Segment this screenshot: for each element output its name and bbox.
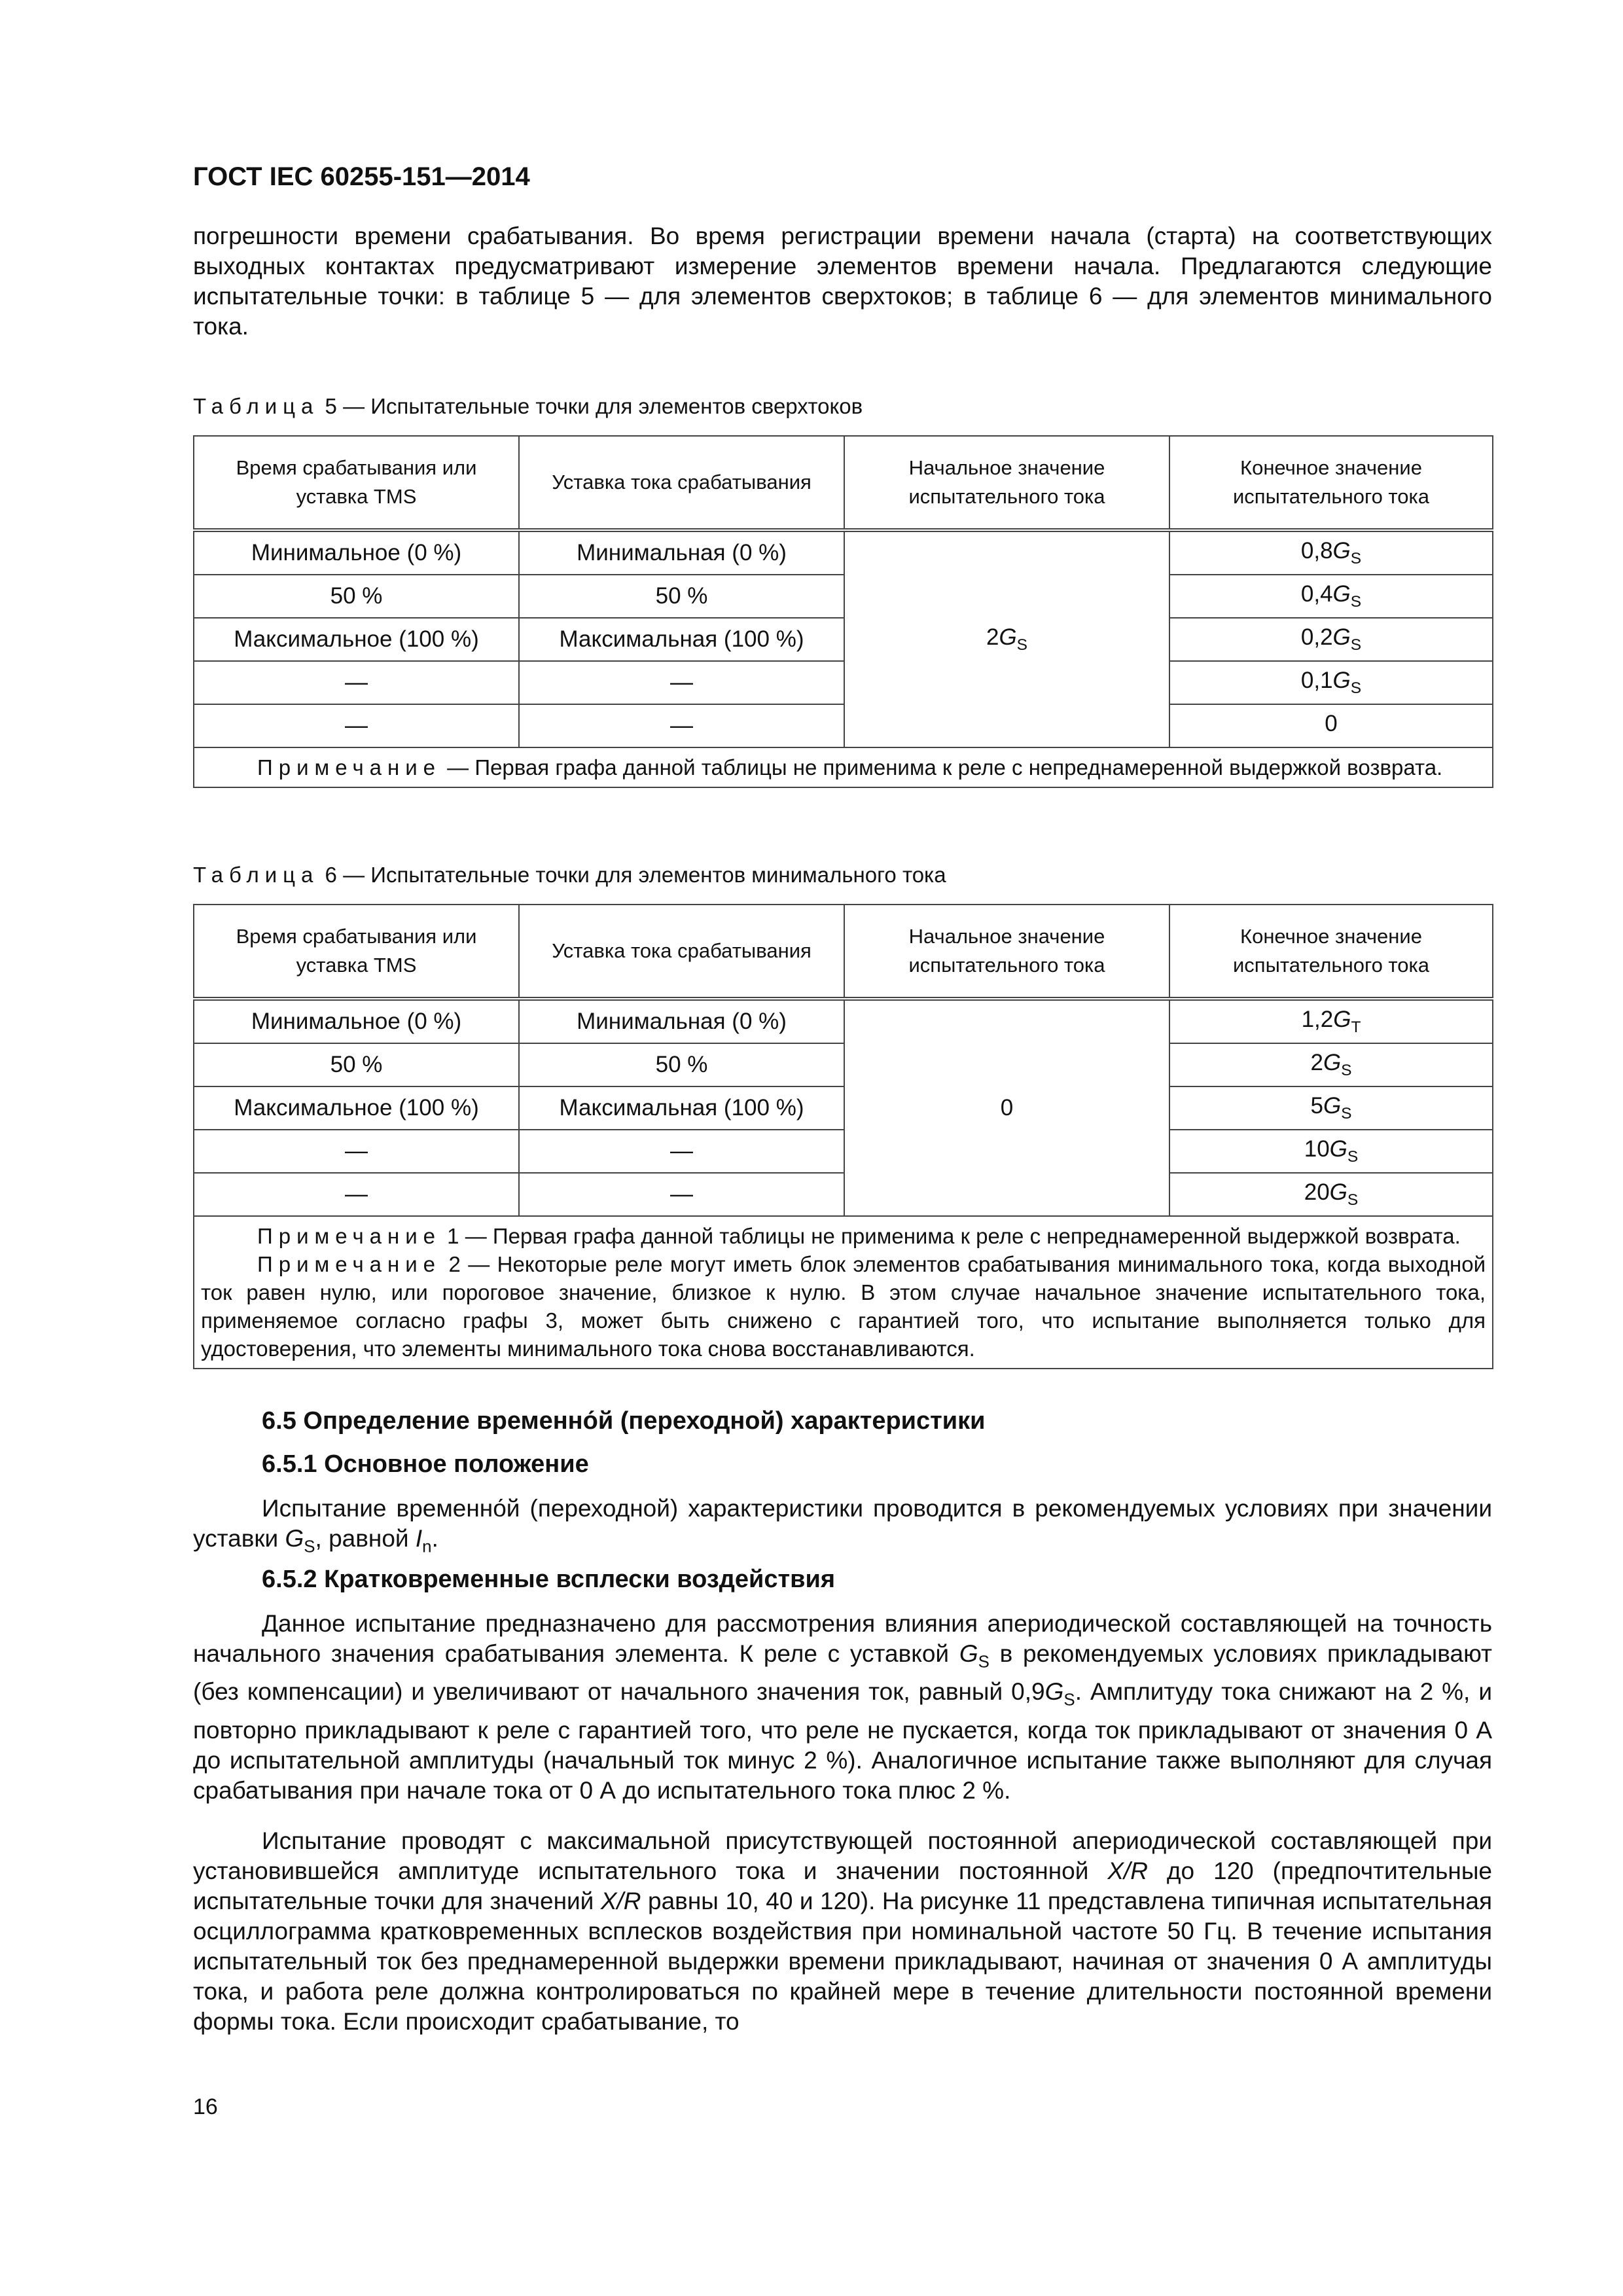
text-variable: G: [285, 1525, 304, 1552]
table6-notes: [194, 1216, 1493, 1369]
table5-caption-text: 5 — Испытательные точки для элементов сверхтоков: [319, 394, 863, 418]
value-prefix: 5: [1310, 1093, 1323, 1119]
table-cell: Максимальная (100 %): [519, 1086, 844, 1130]
table-cell: —: [194, 704, 519, 747]
text-run: в рекомендуемых условиях прикладывают (без компенсации) и увеличивают от начального значения ток, равный 0,9: [193, 1640, 1492, 1706]
value-variable: G: [1329, 1136, 1347, 1162]
table-row: [194, 1130, 1493, 1173]
intro-paragraph: погрешности времени срабатывания. Во время регистрации времени начала (старта) на соответствующих выходных контактах предусматривают измерение элементов времени начала. Предлагаются следующие испытательные точки: в таблице 5 — для элементов сверхтоков; в таблице 6 — для элементов минимального тока.: [193, 223, 1492, 340]
table-cell: Максимальное (100 %): [194, 1086, 519, 1130]
value-subscript: S: [1016, 636, 1028, 654]
table-cell: Минимальное (0 %): [194, 999, 519, 1043]
table5-header-row: [194, 436, 1493, 530]
table-cell: 50 %: [194, 575, 519, 618]
table-cell: —: [519, 1130, 844, 1173]
value-variable: G: [1323, 1050, 1342, 1075]
note-text: — Первая графа данной таблицы не применима к реле с непреднамеренной выдержкой возврата.: [441, 755, 1443, 780]
table6-header-cell: Конечное значение испытательного тока: [1169, 905, 1493, 999]
document-header: ГОСТ IEC 60255-151—2014: [193, 162, 530, 191]
table6-header-cell: Начальное значение испытательного тока: [844, 905, 1169, 999]
value-prefix: 2: [1310, 1050, 1323, 1075]
text-run: Испытание временно́й (переходной) характеристики проводится в рекомендуемых условиях при значении уставки: [193, 1495, 1492, 1552]
table6-caption-prefix: Таблица: [193, 863, 319, 887]
text-run: . Амплитуду тока снижают на 2 %, и повторно прикладывают к реле с гарантией того, что реле не пускается, когда ток прикладывают от значения 0 А до испытательной амплитуды (начальный ток минус 2 %). Аналогичное испытание также выполняют для случая срабатывания при начале тока от 0 А до испытательного тока плюс 2 %.: [193, 1678, 1493, 1804]
text-run: .: [431, 1525, 438, 1552]
table-row: [194, 704, 1493, 747]
table-cell: Минимальная (0 %): [519, 530, 844, 575]
text-run: равны 10, 40 и 120). На рисунке 11 представлена типичная испытательная осциллограмма кратковременных всплесков воздействия при номинальной частоте 50 Гц. В течение испытания испытательный ток без преднамеренной выдержки времени прикладывают, начиная от значения 0 А амплитуды тока, и работа реле должна контролироваться по крайней мере в течение длительности постоянной времени формы тока. Если происходит срабатывание, то: [193, 1888, 1492, 2035]
value-variable: G: [1332, 668, 1351, 693]
table6-note-row: [194, 1216, 1493, 1369]
text-subscript: S: [1063, 1691, 1075, 1710]
note-label: Примечание: [257, 1252, 442, 1276]
table-cell: —: [194, 1130, 519, 1173]
value-subscript: S: [1350, 550, 1362, 567]
text-variable: G: [959, 1640, 978, 1667]
value-variable: G: [1333, 1007, 1351, 1032]
table5-caption: [193, 394, 863, 419]
table-cell: 50 %: [519, 1043, 844, 1086]
table-cell: —: [519, 661, 844, 704]
table-cell: [1169, 1173, 1493, 1216]
text-run: Испытание проводят с максимальной присутствующей постоянной апериодической составляющей при установившейся амплитуде испытательного тока и значении постоянной: [193, 1827, 1492, 1884]
text-variable: G: [1044, 1678, 1064, 1706]
value-subscript: S: [1347, 1148, 1359, 1166]
table-cell: [1169, 1130, 1493, 1173]
value-variable: G: [1332, 624, 1351, 650]
table-row: [194, 575, 1493, 618]
text-variable: X/R: [600, 1888, 641, 1914]
table-row: [194, 1086, 1493, 1130]
value-prefix: 2: [986, 624, 999, 650]
value-prefix: 10: [1304, 1136, 1330, 1162]
table-cell: Максимальная (100 %): [519, 618, 844, 661]
table-cell: [1169, 1086, 1493, 1130]
table-cell: —: [194, 1173, 519, 1216]
value-subscript: S: [1350, 593, 1362, 611]
table-cell: [1169, 999, 1493, 1043]
value-prefix: 1,2: [1301, 1007, 1334, 1032]
section-heading-6-5-1: 6.5.1 Основное положение: [262, 1450, 589, 1478]
text-subscript: n: [422, 1537, 432, 1556]
text-variable: X/R: [1107, 1857, 1148, 1884]
table-cell: [1169, 704, 1493, 747]
paragraph-6-5-2-b: [193, 1826, 1492, 2037]
note-label: Примечание: [257, 1224, 442, 1248]
table5-header-cell: Уставка тока срабатывания: [519, 436, 844, 530]
value-subscript: S: [1347, 1191, 1359, 1209]
table-row: [194, 618, 1493, 661]
table-cell: [1169, 618, 1493, 661]
text-subscript: S: [304, 1537, 315, 1556]
note-text: 2 — Некоторые реле могут иметь блок элементов срабатывания минимального тока, когда выходной ток равен нулю, или пороговое значение, близкое к нулю. В этом случае начальное значение испытательного тока, применяемое согласно графы 3, может быть снижено с гарантией того, что испытание выполняется только для удостоверения, что элементы минимального тока снова восстанавливаются.: [201, 1252, 1486, 1361]
text-subscript: S: [978, 1653, 990, 1672]
table-cell: —: [194, 661, 519, 704]
table-cell: Минимальная (0 %): [519, 999, 844, 1043]
table-row: [194, 530, 1493, 575]
note-label: Примечание: [257, 755, 442, 780]
table-row: [194, 999, 1493, 1043]
table-cell: 50 %: [519, 575, 844, 618]
table5-header-cell: Время срабатывания или уставка TMS: [194, 436, 519, 530]
paragraph-6-5-1: [193, 1494, 1492, 1562]
value-variable: G: [1329, 1179, 1347, 1205]
table-cell: —: [519, 704, 844, 747]
table-row: [194, 661, 1493, 704]
table6-header-cell: Уставка тока срабатывания: [519, 905, 844, 999]
table-cell: —: [519, 1173, 844, 1216]
value-subscript: S: [1350, 679, 1362, 697]
text-variable: I: [415, 1525, 423, 1552]
table-row: [194, 1173, 1493, 1216]
table6-header-row: [194, 905, 1493, 999]
table5-caption-prefix: Таблица: [193, 394, 319, 418]
value-variable: G: [1332, 581, 1351, 607]
table5-header-cell: Начальное значение испытательного тока: [844, 436, 1169, 530]
value-subscript: T: [1351, 1018, 1361, 1036]
value-subscript: S: [1341, 1105, 1352, 1122]
table-cell: [1169, 575, 1493, 618]
table-cell: Минимальное (0 %): [194, 530, 519, 575]
table5: [193, 435, 1493, 788]
section-heading-6-5-2: 6.5.2 Кратковременные всплески воздействия: [262, 1566, 836, 1593]
value-subscript: S: [1350, 636, 1362, 654]
table6-header-cell: Время срабатывания или уставка TMS: [194, 905, 519, 999]
value-variable: G: [999, 624, 1017, 650]
table6-initial-current-cell: 0: [844, 999, 1169, 1216]
table5-note-row: [194, 747, 1493, 787]
value-prefix: 0: [1325, 711, 1338, 736]
value-variable: G: [1323, 1093, 1342, 1119]
table5-initial-current-cell: [844, 530, 1169, 747]
table-cell: [1169, 530, 1493, 575]
section-heading-6-5: 6.5 Определение временно́й (переходной) характеристики: [262, 1407, 986, 1435]
table5-note: [194, 747, 1493, 787]
value-prefix: 0,2: [1300, 624, 1333, 650]
value-variable: G: [1332, 538, 1351, 564]
table-cell: [1169, 661, 1493, 704]
page-number: 16: [193, 2094, 218, 2119]
value-prefix: 20: [1304, 1179, 1330, 1205]
table6-note-2: [201, 1250, 1486, 1363]
table6: [193, 904, 1493, 1369]
value-prefix: 0,8: [1300, 538, 1333, 564]
table6-caption-text: 6 — Испытательные точки для элементов минимального тока: [319, 863, 946, 887]
table6-note-1: [201, 1222, 1486, 1250]
text-run: , равной: [315, 1525, 416, 1552]
table-cell: 50 %: [194, 1043, 519, 1086]
table-cell: Максимальное (100 %): [194, 618, 519, 661]
table-row: [194, 1043, 1493, 1086]
value-prefix: 0,1: [1300, 668, 1333, 693]
table-cell: [1169, 1043, 1493, 1086]
paragraph-6-5-2-a: [193, 1609, 1492, 1806]
table5-header-cell: Конечное значение испытательного тока: [1169, 436, 1493, 530]
text-run: до 120 (предпочтительные испытательные точки для значений: [193, 1857, 1492, 1914]
text-run: Данное испытание предназначено для рассмотрения влияния апериодической составляющей на точность начального значения срабатывания элемента. К реле с уставкой: [193, 1610, 1492, 1667]
table6-caption: [193, 863, 946, 888]
value-subscript: S: [1341, 1062, 1352, 1079]
value-prefix: 0,4: [1300, 581, 1333, 607]
note-text: 1 — Первая графа данной таблицы не применима к реле с непреднамеренной выдержкой возврата.: [441, 1224, 1461, 1248]
